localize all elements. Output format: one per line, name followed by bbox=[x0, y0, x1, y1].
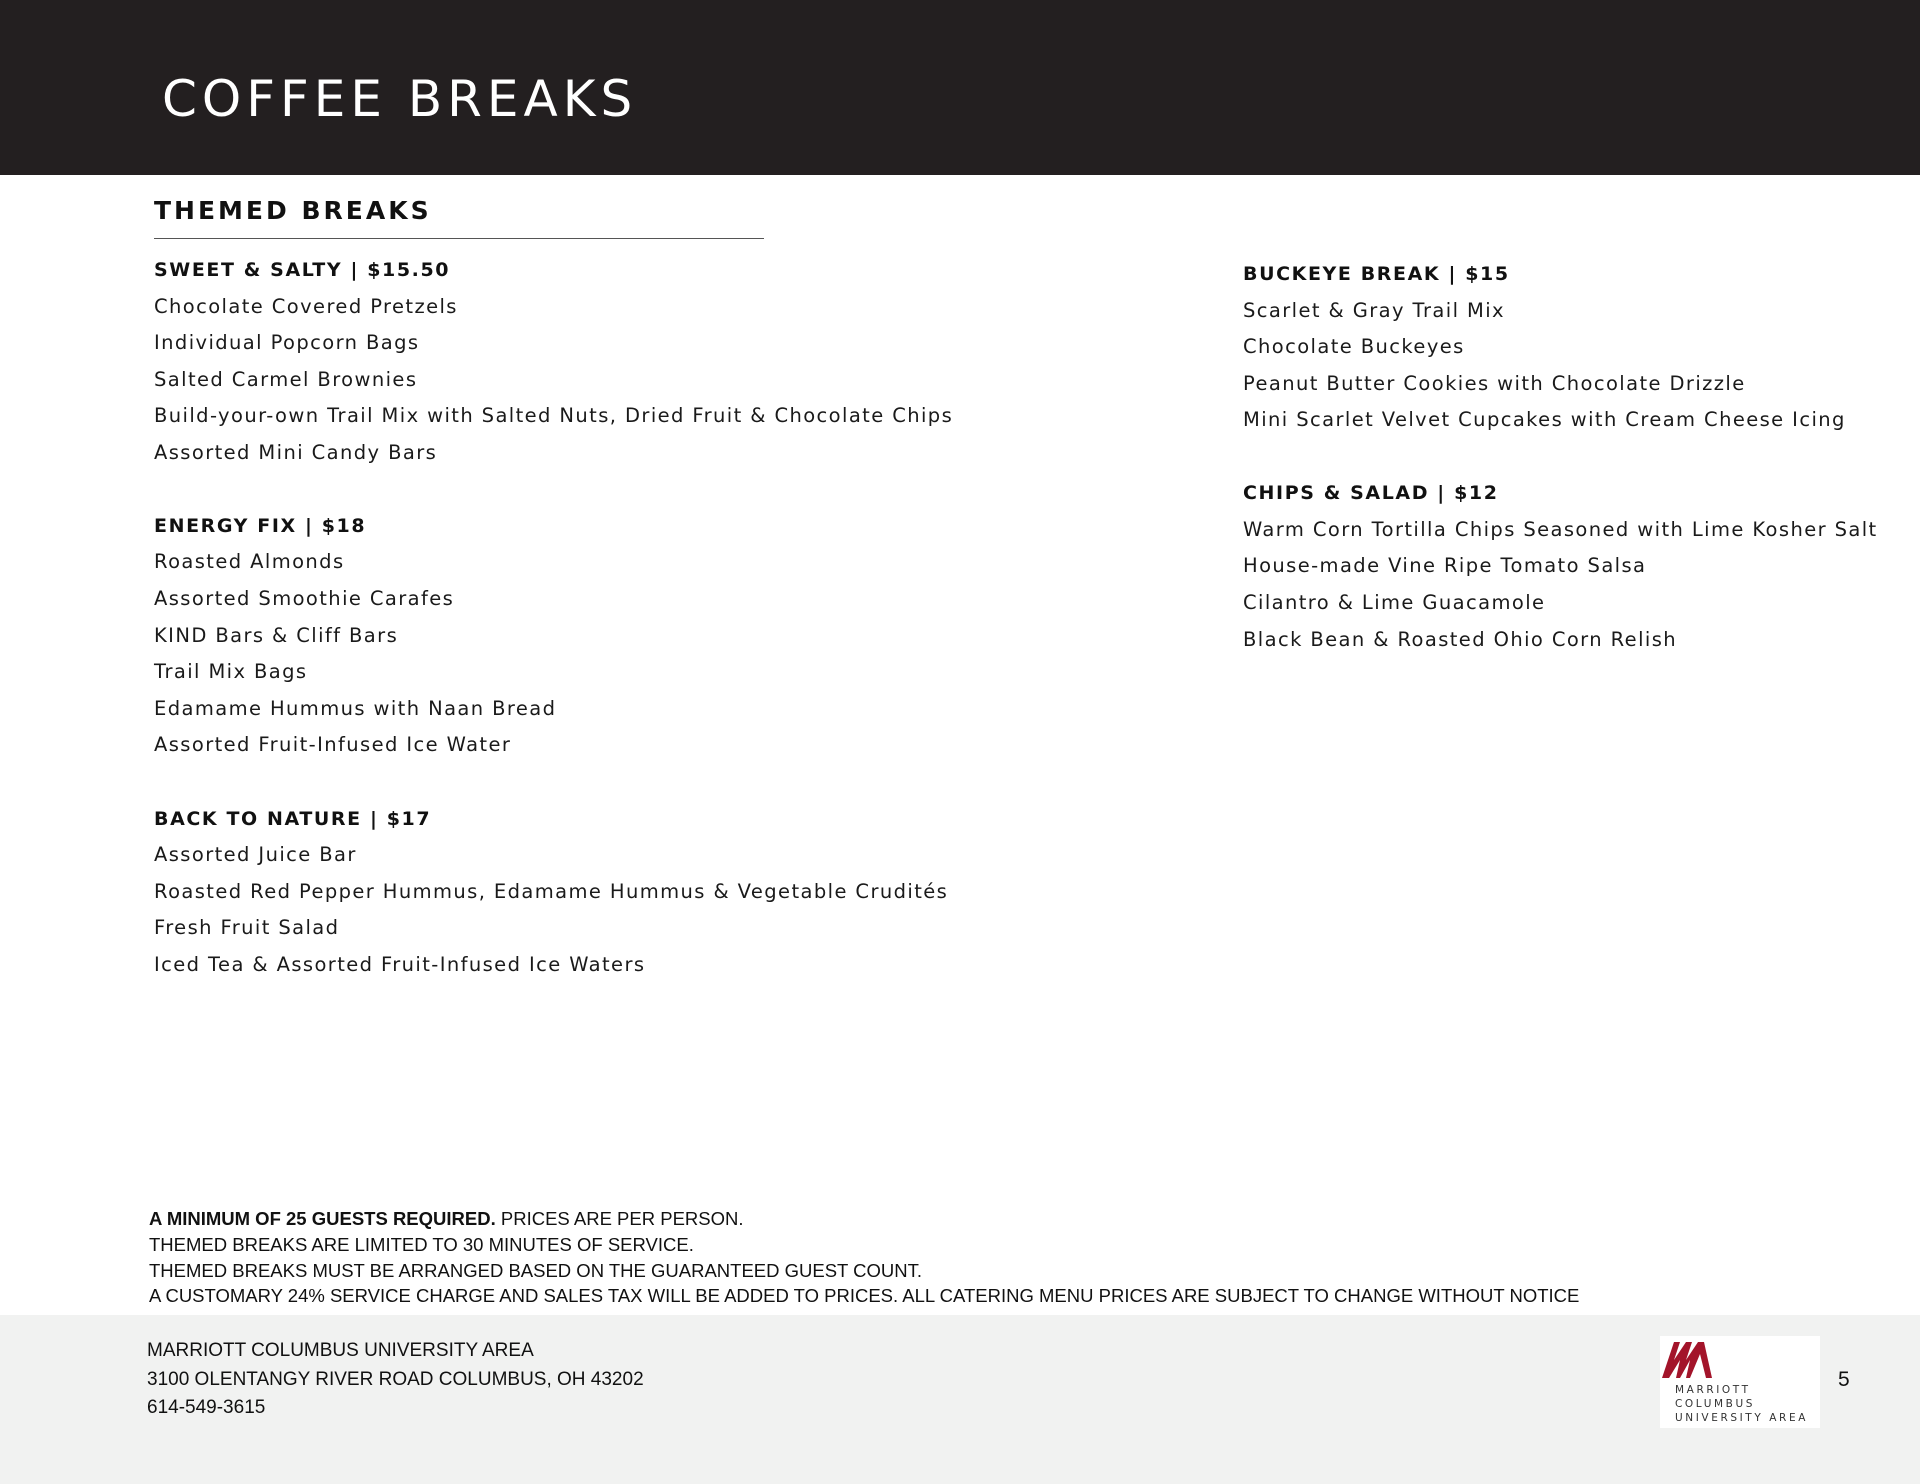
menu-energy-fix bbox=[154, 508, 1014, 764]
logo-text-line: UNIVERSITY AREA bbox=[1675, 1412, 1808, 1424]
menu-chips-salad bbox=[1243, 475, 1903, 658]
page-number: 5 bbox=[1838, 1368, 1850, 1391]
menu-item: Assorted Juice Bar bbox=[154, 843, 357, 867]
menu-back-to-nature bbox=[154, 801, 1014, 984]
menu-item: Assorted Fruit-Infused Ice Water bbox=[154, 733, 512, 757]
menu-item: Chocolate Buckeyes bbox=[1243, 335, 1465, 359]
logo-text-line: MARRIOTT bbox=[1675, 1384, 1751, 1396]
note-line bbox=[149, 1206, 1579, 1232]
menu-item: Black Bean & Roasted Ohio Corn Relish bbox=[1243, 627, 1678, 651]
menu-item: Scarlet & Gray Trail Mix bbox=[1243, 298, 1505, 322]
note-line: THEMED BREAKS ARE LIMITED TO 30 MINUTES OF SERVICE. bbox=[149, 1233, 694, 1255]
menu-item: Build-your-own Trail Mix with Salted Nuts, Dried Fruit & Chocolate Chips bbox=[154, 404, 954, 428]
marriott-logo bbox=[1660, 1336, 1820, 1428]
menu-sweet-salty bbox=[154, 252, 1014, 471]
menu-item: Salted Carmel Brownies bbox=[154, 367, 418, 391]
menu-item: Roasted Almonds bbox=[154, 550, 345, 574]
menu-item: Mini Scarlet Velvet Cupcakes with Cream Cheese Icing bbox=[1243, 408, 1846, 432]
section-divider bbox=[154, 238, 764, 239]
page-title: COFFEE BREAKS bbox=[162, 70, 638, 128]
header-bar bbox=[0, 0, 1920, 175]
menu-item: Cilantro & Lime Guacamole bbox=[1243, 591, 1546, 615]
menu-item: Individual Popcorn Bags bbox=[154, 331, 420, 355]
menu-item: House-made Vine Ripe Tomato Salsa bbox=[1243, 554, 1647, 578]
menu-item: Peanut Butter Cookies with Chocolate Drizzle bbox=[1243, 371, 1746, 395]
menu-title: BUCKEYE BREAK | $15 bbox=[1243, 263, 1510, 285]
menu-item: Chocolate Covered Pretzels bbox=[154, 294, 458, 318]
hotel-address-block bbox=[147, 1337, 644, 1423]
menu-item: Roasted Red Pepper Hummus, Edamame Hummus & Vegetable Crudités bbox=[154, 879, 949, 903]
hotel-name: MARRIOTT COLUMBUS UNIVERSITY AREA bbox=[147, 1340, 534, 1361]
note-text: PRICES ARE PER PERSON. bbox=[495, 1208, 744, 1229]
menu-column-right bbox=[1243, 256, 1903, 695]
menu-title: BACK TO NATURE | $17 bbox=[154, 807, 432, 830]
menu-title: ENERGY FIX | $18 bbox=[154, 514, 367, 537]
menu-item: Trail Mix Bags bbox=[154, 660, 308, 684]
menu-item: Warm Corn Tortilla Chips Seasoned with Lime Kosher Salt bbox=[1243, 517, 1878, 541]
terms-notes bbox=[149, 1206, 1579, 1309]
menu-item: Iced Tea & Assorted Fruit-Infused Ice Waters bbox=[154, 952, 646, 976]
menu-item: Edamame Hummus with Naan Bread bbox=[154, 696, 557, 720]
hotel-phone: 614-549-3615 bbox=[147, 1397, 266, 1418]
menu-item: KIND Bars & Cliff Bars bbox=[154, 623, 399, 647]
menu-item: Assorted Mini Candy Bars bbox=[154, 440, 438, 464]
note-line: THEMED BREAKS MUST BE ARRANGED BASED ON THE GUARANTEED GUEST COUNT. bbox=[149, 1259, 923, 1281]
menu-buckeye-break bbox=[1243, 256, 1903, 439]
note-emphasis: A MINIMUM OF 25 GUESTS REQUIRED. bbox=[149, 1208, 496, 1229]
logo-text-line: COLUMBUS bbox=[1675, 1398, 1756, 1410]
menu-title: SWEET & SALTY | $15.50 bbox=[154, 259, 451, 281]
section-title: THEMED BREAKS bbox=[154, 196, 432, 225]
menu-title: CHIPS & SALAD | $12 bbox=[1243, 482, 1499, 505]
menu-item: Assorted Smoothie Carafes bbox=[154, 587, 455, 611]
menu-column-left bbox=[154, 252, 1014, 1020]
hotel-address: 3100 OLENTANGY RIVER ROAD COLUMBUS, OH 43202 bbox=[147, 1368, 644, 1390]
note-line: A CUSTOMARY 24% SERVICE CHARGE AND SALES TAX WILL BE ADDED TO PRICES. ALL CATERING MENU PRICES ARE SUBJECT TO CHANGE WITHOUT NOTICE bbox=[149, 1285, 1580, 1307]
menu-item: Fresh Fruit Salad bbox=[154, 916, 340, 940]
